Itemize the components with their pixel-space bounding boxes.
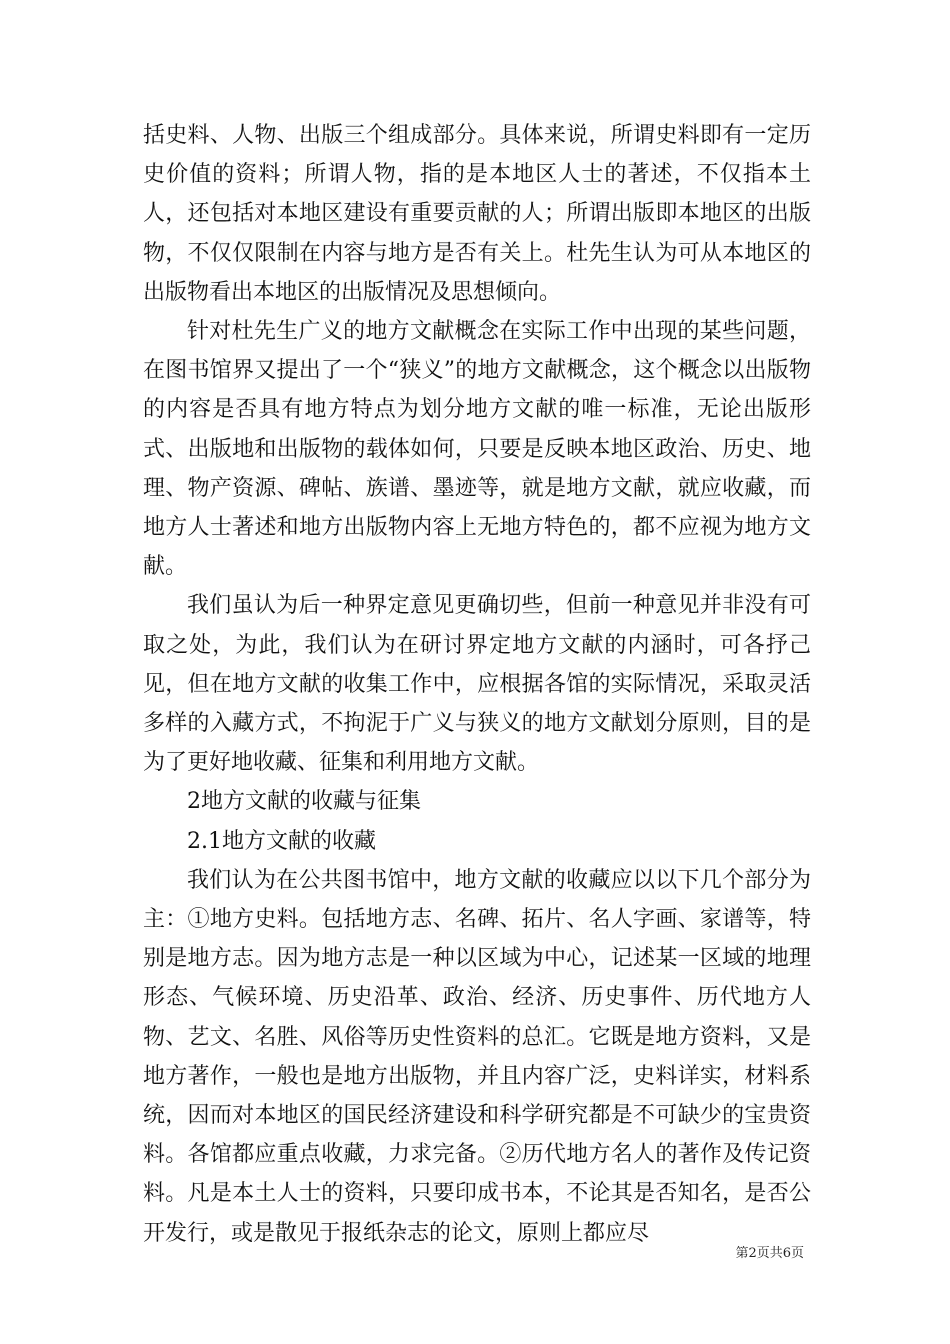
page-number-footer: 第2页共6页 (735, 1246, 804, 1261)
paragraph-4: 我们认为在公共图书馆中，地方文献的收藏应以以下几个部分为主：①地方史料。包括地方志、名碑、拓片、名人字画、家谱等，特别是地方志。因为地方志是一种以区域为中心，记述某一区域的地理形态、气候环境、历史沿革、政治、经济、历史事件、历代地方人物、艺文、名胜、风俗等历史性资料的总汇。它既是地方资料，又是地方著作，一般也是地方出版物，并且内容广泛，史料详实，材料系统，因而对本地区的国民经济建设和科学研究都是不可缺少的宝贵资料。各馆都应重点收藏，力求完备。②历代地方名人的著作及传记资料。凡是本土人士的资料，只要印成书本，不论其是否知名，是否公开发行，或是散见于报纸杂志的论文，原则上都应尽 (143, 867, 811, 1246)
paragraph-3: 我们虽认为后一种界定意见更确切些，但前一种意见并非没有可取之处，为此，我们认为在研讨界定地方文献的内涵时，可各抒己见，但在地方文献的收集工作中，应根据各馆的实际情况，采取灵活多样的入藏方式，不拘泥于广义与狭义的地方文献划分原则，目的是为了更好地收藏、征集和利用地方文献。 (143, 593, 811, 776)
section-heading-2: 2地方文献的收藏与征集 (187, 789, 421, 815)
paragraph-1: 括史料、人物、出版三个组成部分。具体来说，所谓史料即有一定历史价值的资料；所谓人物，指的是本地区人士的著述，不仅指本土人，还包括对本地区建设有重要贡献的人；所谓出版即本地区的出版物，不仅仅限制在内容与地方是否有关上。杜先生认为可从本地区的出版物看出本地区的出版情况及思想倾向。 (143, 123, 811, 305)
paragraph-2: 针对杜先生广义的地方文献概念在实际工作中出现的某些问题，在图书馆界又提出了一个“狭义”的地方文献概念，这个概念以出版物的内容是否具有地方特点为划分地方文献的唯一标准，无论出版形式、出版地和出版物的载体如何，只要是反映本地区政治、历史、地理、物产资源、碑帖、族谱、墨迹等，就是地方文献，就应收藏，而地方人士著述和地方出版物内容上无地方特色的，都不应视为地方文献。 (143, 319, 811, 580)
document-body (143, 116, 811, 1253)
subsection-heading-2-1: 2.1地方文献的收藏 (187, 828, 376, 854)
